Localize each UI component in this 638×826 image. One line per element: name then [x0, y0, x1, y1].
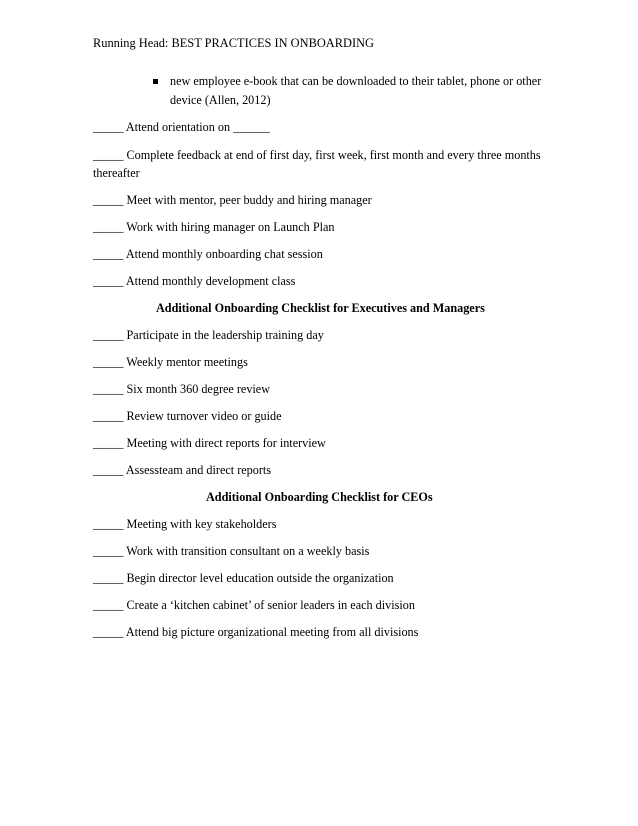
checklist-item-kitchen-cabinet: _____ Create a ‘kitchen cabinet’ of senior leaders in each division: [93, 598, 415, 612]
checklist-item-orientation: _____ Attend orientation on ______: [93, 120, 270, 134]
section-heading-ceos: Additional Onboarding Checklist for CEOs: [206, 490, 433, 504]
bullet-text-line-2: device (Allen, 2012): [170, 93, 271, 107]
checklist-item-assess-team: _____ Assessteam and direct reports: [93, 463, 272, 477]
section-heading-executives: Additional Onboarding Checklist for Executives and Managers: [156, 301, 485, 315]
checklist-item-stakeholders: _____ Meeting with key stakeholders: [93, 517, 277, 531]
checklist-item-mentor: _____ Meet with mentor, peer buddy and hiring manager: [93, 193, 372, 207]
checklist-item-feedback: _____ Complete feedback at end of first day, first week, first month and every three months: [93, 148, 541, 162]
checklist-item-launch-plan: _____ Work with hiring manager on Launch Plan: [93, 220, 335, 234]
checklist-item-transition-consultant: _____ Work with transition consultant on a weekly basis: [93, 544, 370, 558]
checklist-item-feedback-continued: thereafter: [93, 166, 140, 180]
bullet-text-line-1: new employee e-book that can be downloaded to their tablet, phone or other: [170, 74, 542, 88]
checklist-item-development-class: _____ Attend monthly development class: [93, 274, 296, 288]
running-head: Running Head: BEST PRACTICES IN ONBOARDING: [93, 36, 374, 50]
checklist-item-turnover-video: _____ Review turnover video or guide: [93, 409, 282, 423]
square-bullet-icon: [153, 79, 158, 84]
checklist-item-mentor-meetings: _____ Weekly mentor meetings: [93, 355, 248, 369]
checklist-item-360-review: _____ Six month 360 degree review: [93, 382, 271, 396]
checklist-item-leadership-training: _____ Participate in the leadership training day: [93, 328, 324, 342]
checklist-item-big-picture-meeting: _____ Attend big picture organizational meeting from all divisions: [93, 625, 419, 639]
checklist-item-director-education: _____ Begin director level education outside the organization: [93, 571, 394, 585]
checklist-item-chat-session: _____ Attend monthly onboarding chat session: [93, 247, 323, 261]
checklist-item-direct-reports-interview: _____ Meeting with direct reports for interview: [93, 436, 326, 450]
